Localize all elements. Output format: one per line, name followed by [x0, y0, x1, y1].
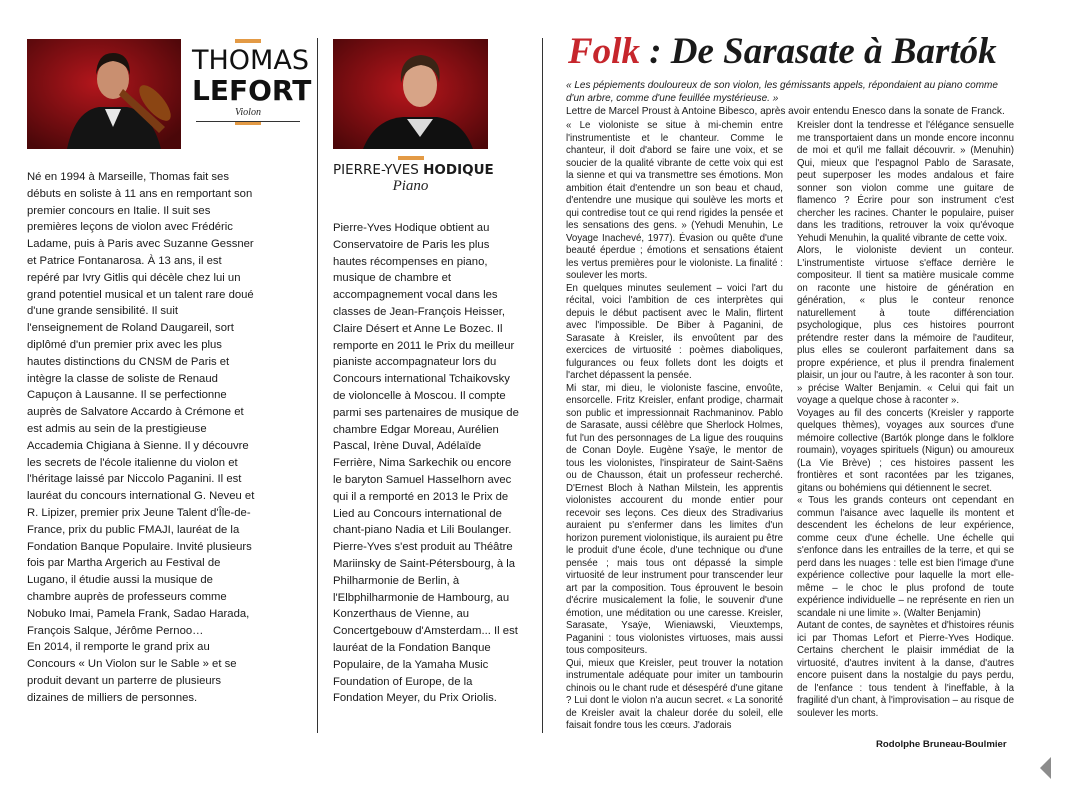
- pierre-name-block: [333, 156, 494, 195]
- column-divider-left: [317, 38, 318, 733]
- thomas-last-name: LEFORT: [192, 74, 312, 107]
- thomas-first-name: THOMAS: [192, 45, 309, 76]
- pierre-role: Piano: [392, 178, 429, 194]
- title-accent: Folk: [568, 31, 640, 72]
- article-paragraph: Voyages au fil des concerts (Kreisler y rapporte quelques thèmes), voyages aux sources d'une mémoire collective (Bartók plonge dans le folklore roumain), voyages spirituels (Nigun) ou amoureux (La Vie Brève) ; ces histoires passent les frontières et sont racontées par les tziganes, gitans ou bohémiens qui détiennent le secret.: [797, 407, 1014, 494]
- thomas-name-block: [192, 39, 312, 125]
- bio-paragraph: Pierre-Yves s'est produit au Théâtre Mariinsky de Saint-Pétersbourg, à la Philharmonie de Berlin, à l'Elbphilharmonie de Hambourg, au Konzerthaus de Vienne, au Concertgebouw d'Amsterdam... Il est lauréat de la Fondation Banque Populaire, de la Yamaha Music Foundation of Europe, de la Fondation Meyer, du Prix Oriolis.: [333, 541, 518, 705]
- orange-accent-bar: [398, 156, 424, 160]
- thomas-bio: [27, 169, 255, 707]
- epigraph-quote: « Les pépiements douloureux de son violon, les gémissants appels, répondaient au piano comme d'un arbre, comme d'une feuillée mystérieuse. »: [566, 80, 998, 105]
- article-paragraph: En quelques minutes seulement – voici l'art du récital, voici l'ambition de ces interprètes qui depuis le début pactisent avec le Malin, flirtent avec l'impossible. De Biber à Paganini, de Sarasate à Kreisler, ils envoûtent par des exercices de virtuosité : poèmes diaboliques, fulgurances ou feux follets dont les doigts et l'archet dépassent la pensée.: [566, 282, 783, 381]
- pierre-last-name: HODIQUE: [423, 162, 494, 178]
- article-column-2: [797, 120, 1014, 720]
- pierre-bio: [333, 220, 521, 707]
- article-paragraph: Alors, le violoniste devient un conteur. L'instrumentiste virtuose s'efface derrière le compositeur. Il tient sa matière musicale comme on raconte une histoire de génération en génération, « plus le conteur renonce naturellement à toute différenciation psychologique, plus ces histoires pourront prétendre rester dans la mémoire de l'auditeur, plus elles se couleront parfaitement dans sa propre expérience, et plus il prendra finalement plaisir, un jour ou l'autre, à les raconter à son tour. » précise Walter Benjamin. « Celui qui fait un voyage a quelque chose à raconter ».: [797, 245, 1014, 406]
- article-column-1: [566, 120, 783, 733]
- thomas-role: Violon: [235, 107, 261, 118]
- orange-accent-bar: [235, 39, 261, 43]
- article-paragraph: Kreisler dont la tendresse et l'élégance sensuelle me transportaient dans un monde encore inconnu de moi et qu'il me fallait découvrir. » (Menuhin) Qui, mieux que l'espagnol Pablo de Sarasate, peut superposer les modes andalous et faire sonner son violon comme une guitare de flamenco ? Écrire pour son instrument c'est chercher les racines. Chanter le populaire, puiser dans les traditions, retrouver la voix qu'évoque Yehudi Menuhin, la qualité vibrante de cette voix.: [797, 120, 1014, 244]
- article-paragraph: Autant de contes, de saynètes et d'histoires réunis ici par Thomas Lefort et Pierre-Yves Hodique. Certains cherchent le plaisir immédiat de la virtuosité, d'autres invitent à la danse, d'autres encore puisent dans la nostalgie du pays perdu, de l'enfance : tous tendent à l'ineffable, à la fragilité d'un chant, à l'improvisation – au risque de soulever les morts.: [797, 620, 1014, 719]
- article-paragraph: Qui, mieux que Kreisler, peut trouver la notation instrumentale adéquate pour imiter un tambourin chinois ou le chant rude et désespéré d'une gitane ? Lui dont le violon n'a aucun secret. « La sonorité de Kreisler avait la chaleur dorée du soleil, elle faisait fondre tous les cœurs. J'adorais: [566, 657, 783, 731]
- column-divider-right: [542, 38, 543, 733]
- title-rest: : De Sarasate à Bartók: [639, 31, 997, 72]
- bio-paragraph: En 2014, il remporte le grand prix au Concours « Un Violon sur le Sable » et se produit devant un parterre de plusieurs dizaines de milliers de personnes.: [27, 641, 237, 704]
- epigraph-source: Lettre de Marcel Proust à Antoine Bibesco, après avoir entendu Enesco dans la sonate de Franck.: [566, 106, 1005, 117]
- bio-paragraph: Pierre-Yves Hodique obtient au Conservatoire de Paris les plus hautes récompenses en piano, musique de chambre et accompagnement vocal dans les classes de Jean-François Heisser, Claire Désert et Anne Le Bozec. Il remporte en 2011 le Prix du meilleur pianiste accompagnateur lors du Concours international Tchaikovsky de violoncelle à Moscou. Il compte parmi ses partenaires de musique de chambre Edgar Moreau, Aurélien Pascal, Irène Duval, Adélaïde Ferrière, Nima Sarkechik ou encore le baryton Samuel Hasselhorn avec qui il a remporté en 2013 le Prix de Lied au Concours international de chant-piano Nadia et Lili Boulanger.: [333, 222, 519, 537]
- pierre-first-name: PIERRE-YVES: [333, 162, 419, 178]
- thomas-lefort-photo: [27, 39, 181, 149]
- pierre-yves-hodique-photo: [333, 39, 488, 149]
- article-paragraph: Mi star, mi dieu, le violoniste fascine, envoûte, ensorcelle. Fritz Kreisler, enfant prodige, charmait son public et impressionnait Rachmaninov. Pablo de Sarasate, aussi célèbre que Sherlock Holmes, fut l'un des personnages de La ligue des rouquins de Conan Doyle. Eugène Ysaÿe, le mentor de tous les violonistes, l'inspirateur de Saint-Saëns ou de Chausson, était un professeur recherché. D'Ernest Bloch à Nathan Milstein, les apprentis violonistes accourent du monde entier pour recevoir ses leçons. Ces dieux des Stradivarius auraient pu s'enfermer dans les limites d'un horizon purement violonistique, ils auraient pu être le produit d'une école, d'une technique ou d'une pensée ; mais tous ont dépassé la simple virtuosité de leur instrument pour transcender leur art par la composition. Tous éprouvent le besoin d'écrire musicalement la folie, le souvenir d'une émotion, une méditation ou une caresse. Kreisler, Sarasate, Ysaÿe, Wieniawski, Vieuxtemps, Paganini : tous violonistes virtuoses, mais aussi tous compositeurs.: [566, 382, 783, 656]
- article-author: Rodolphe Bruneau-Boulmier: [876, 739, 1007, 750]
- previous-page-arrow-icon[interactable]: [1040, 757, 1051, 779]
- article-paragraph: « Le violoniste se situe à mi-chemin entre l'instrumentiste et le chanteur. Comme le chanteur, il doit d'abord se faire une voix, et se soucier de la qualité vibrante de cette voix qui est la sienne et qui va transmettre ses émotions. Mon ambition était d'entendre un son beau et chaud, d'entendre une musique qui soulève les morts et qui contredise tout ce qui rend rigides la pensée et les sensations des gens. » (Yehudi Menuhin, Le Voyage Inachevé, 1977). Évasion ou quête d'une beauté éperdue ; émotions et sensations étaient les vertus premières pour le violoniste. La finalité : soulever les morts.: [566, 120, 783, 281]
- article-paragraph: « Tous les grands conteurs ont cependant en commun l'aisance avec laquelle ils montent et descendent les échelons de leur expérience, comme ceux d'une échelle. Une échelle qui s'enfonce dans les entrailles de la terre, et qui se perd dans les nuages : telle est bien l'image d'une expérience collective pour laquelle la mort elle-même – le choc le plus profond de toute expérience individuelle – ne représente en rien un scandale ni une limite ». (Walter Benjamin): [797, 495, 1014, 619]
- orange-accent-bar-bottom: [235, 122, 261, 125]
- bio-paragraph: Né en 1994 à Marseille, Thomas fait ses débuts en soliste à 11 ans en remportant son premier concours en Italie. Il suit ses premières leçons de violon avec Frédéric Ladame, puis à Paris avec Suzanne Gessner et Patrice Fontanarosa. À 13 ans, il est repéré par Ivry Gitlis qui décèle chez lui un grand potentiel musical et un talent rare doué d'une grande sensibilité. Il suit l'enseignement de Roland Daugareil, sort diplômé d'un premier prix avec les plus hautes distinctions du CNSM de Paris et intègre la classe de soliste de Renaud Capuçon à Lausanne. Il se perfectionne auprès de Salvatore Accardo à Crémone et est admis au sein de la prestigieuse Accademia Chigiana à Sienne. Il y découvre les secrets de l'école italienne du violon et l'héritage laissé par Niccolo Paganini. Il est lauréat du concours international G. Neveu et R. Lipizer, premier prix Jeune Talent d'Île-de-France, prix du public FMAJI, lauréat de la Fondation Banque Populaire. Invité plusieurs fois par Martha Argerich au Festival de Lugano, il étudie aussi la musique de chambre auprès de professeurs comme Nobuko Imai, Pamela Frank, Sadao Harada, François Salque, Jérôme Pernoo…: [27, 171, 255, 637]
- article-title: [568, 30, 997, 73]
